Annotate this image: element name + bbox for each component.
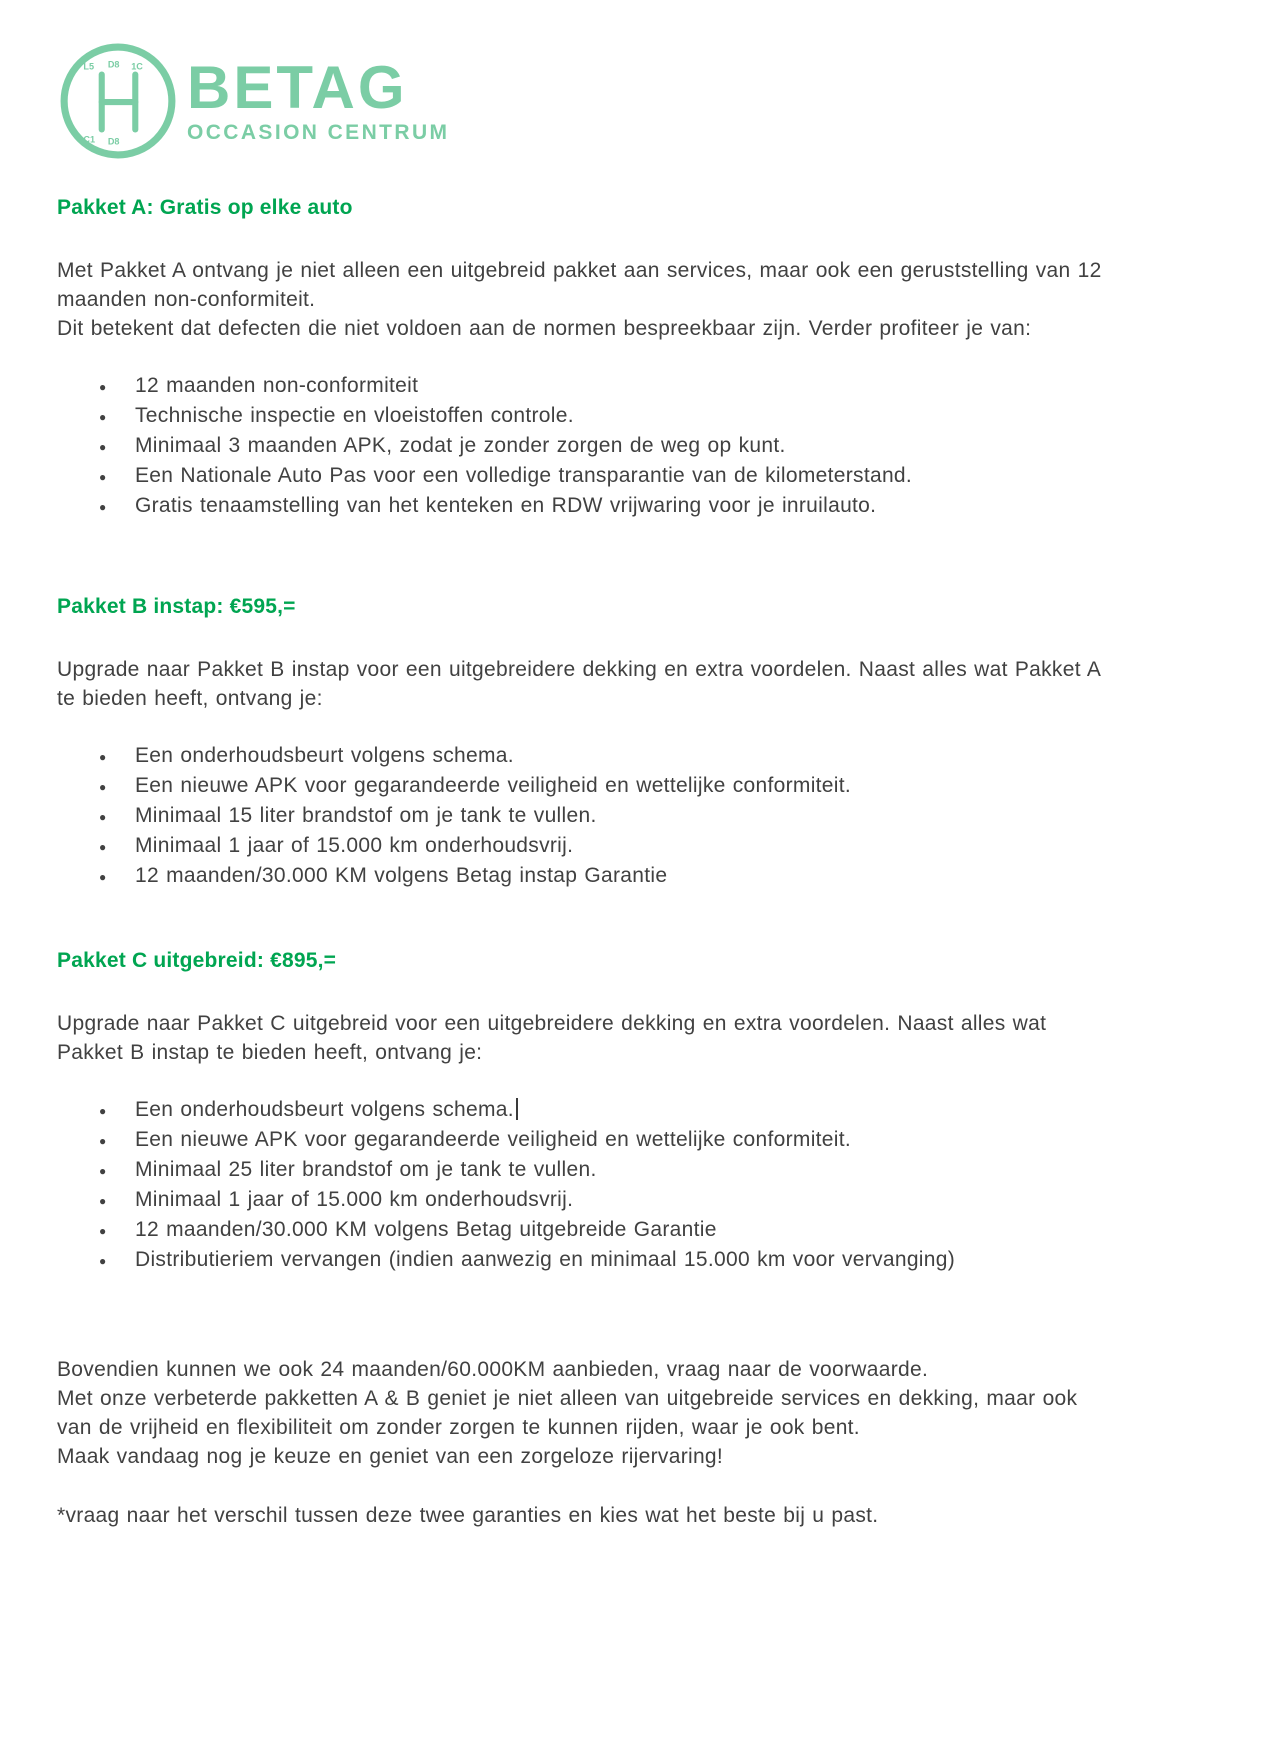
section-heading[interactable]: Pakket A: Gratis op elke auto xyxy=(57,196,353,219)
gear-shift-icon xyxy=(57,40,179,162)
section-intro xyxy=(57,1009,1115,1067)
paragraph-line[interactable]: Bovendien kunnen we ook 24 maanden/60.000KM aanbieden, vraag naar de voorwaarde. xyxy=(57,1358,929,1381)
bullet-list xyxy=(57,1095,1157,1275)
paragraph-line[interactable]: Maak vandaag nog je keuze en geniet van een zorgeloze rijervaring! xyxy=(57,1445,724,1468)
section-intro xyxy=(57,256,1115,343)
bullet-item[interactable]: ● Minimaal 15 liter brandstof om je tank te vullen. xyxy=(57,801,1157,831)
bullet-item[interactable]: ● Een Nationale Auto Pas voor een volledige transparantie van de kilometerstand. xyxy=(57,461,1157,491)
bullet-item[interactable]: ● Minimaal 25 liter brandstof om je tank te vullen. xyxy=(57,1155,1157,1185)
paragraph-line[interactable]: Upgrade naar Pakket C uitgebreid voor een uitgebreidere dekking en extra voordelen. Naast alles wat Pakket B instap te bieden heeft, ontvang je: xyxy=(57,1012,1047,1064)
logo-subtitle: OCCASION CENTRUM xyxy=(187,120,450,144)
bullet-item[interactable]: ● Een onderhoudsbeurt volgens schema. xyxy=(57,741,1157,771)
bullet-item[interactable]: ● Distributieriem vervangen (indien aanwezig en minimaal 15.000 km voor vervanging) xyxy=(57,1245,1157,1275)
logo-text xyxy=(187,53,450,145)
pakket-section xyxy=(57,196,1214,521)
closing-paragraph[interactable] xyxy=(57,1355,1117,1471)
bullet-list xyxy=(57,371,1157,521)
bullet-item[interactable]: ● Technische inspectie en vloeistoffen controle. xyxy=(57,401,1157,431)
bullet-item[interactable]: ● Een nieuwe APK voor gegarandeerde veiligheid en wettelijke conformiteit. xyxy=(57,771,1157,801)
svg-text:1C: 1C xyxy=(131,61,143,72)
document-body[interactable] xyxy=(57,196,1214,1275)
footnote[interactable]: *vraag naar het verschil tussen deze twee garanties en kies wat het beste bij u past. xyxy=(57,1504,879,1527)
pakket-section xyxy=(57,949,1214,1275)
svg-text:C1: C1 xyxy=(83,134,96,145)
bullet-item[interactable]: ● Minimaal 3 maanden APK, zodat je zonder zorgen de weg op kunt. xyxy=(57,431,1157,461)
bullet-list xyxy=(57,741,1157,891)
betag-logo xyxy=(57,40,1214,162)
bullet-item[interactable]: ● 12 maanden non-conformiteit xyxy=(57,371,1157,401)
bullet-item[interactable]: ● 12 maanden/30.000 KM volgens Betag uitgebreide Garantie xyxy=(57,1215,1157,1245)
bullet-item[interactable]: ● Gratis tenaamstelling van het kenteken en RDW vrijwaring voor je inruilauto. xyxy=(57,491,1157,521)
paragraph-line[interactable]: Met Pakket A ontvang je niet alleen een uitgebreid pakket aan services, maar ook een geruststelling van 12 maanden non-conformiteit. xyxy=(57,259,1102,311)
bullet-item[interactable]: ● Een onderhoudsbeurt volgens schema. xyxy=(57,1095,1157,1125)
section-intro xyxy=(57,655,1115,713)
text-cursor xyxy=(516,1098,518,1120)
bullet-item[interactable]: ● Minimaal 1 jaar of 15.000 km onderhoudsvrij. xyxy=(57,831,1157,861)
section-heading[interactable]: Pakket C uitgebreid: €895,= xyxy=(57,949,337,972)
paragraph-line[interactable]: Upgrade naar Pakket B instap voor een uitgebreidere dekking en extra voordelen. Naast alles wat Pakket A te bieden heeft, ontvang je: xyxy=(57,658,1100,710)
bullet-item[interactable]: ● 12 maanden/30.000 KM volgens Betag instap Garantie xyxy=(57,861,1157,891)
svg-text:D8: D8 xyxy=(107,59,120,70)
bullet-item[interactable]: ● Minimaal 1 jaar of 15.000 km onderhoudsvrij. xyxy=(57,1185,1157,1215)
paragraph-line[interactable]: Dit betekent dat defecten die niet voldoen aan de normen bespreekbaar zijn. Verder profiteer je van: xyxy=(57,317,1032,340)
pakket-section xyxy=(57,595,1214,891)
svg-text:D8: D8 xyxy=(107,136,120,147)
section-heading[interactable]: Pakket B instap: €595,= xyxy=(57,595,296,618)
svg-text:L5: L5 xyxy=(83,61,95,72)
logo-brand: BETAG xyxy=(187,53,408,121)
paragraph-line[interactable]: Met onze verbeterde pakketten A & B geniet je niet alleen van uitgebreide services en dekking, maar ook van de vrijheid en flexibiliteit om zonder zorgen te kunnen rijden, waar je ook bent. xyxy=(57,1387,1078,1439)
bullet-item[interactable]: ● Een nieuwe APK voor gegarandeerde veiligheid en wettelijke conformiteit. xyxy=(57,1125,1157,1155)
